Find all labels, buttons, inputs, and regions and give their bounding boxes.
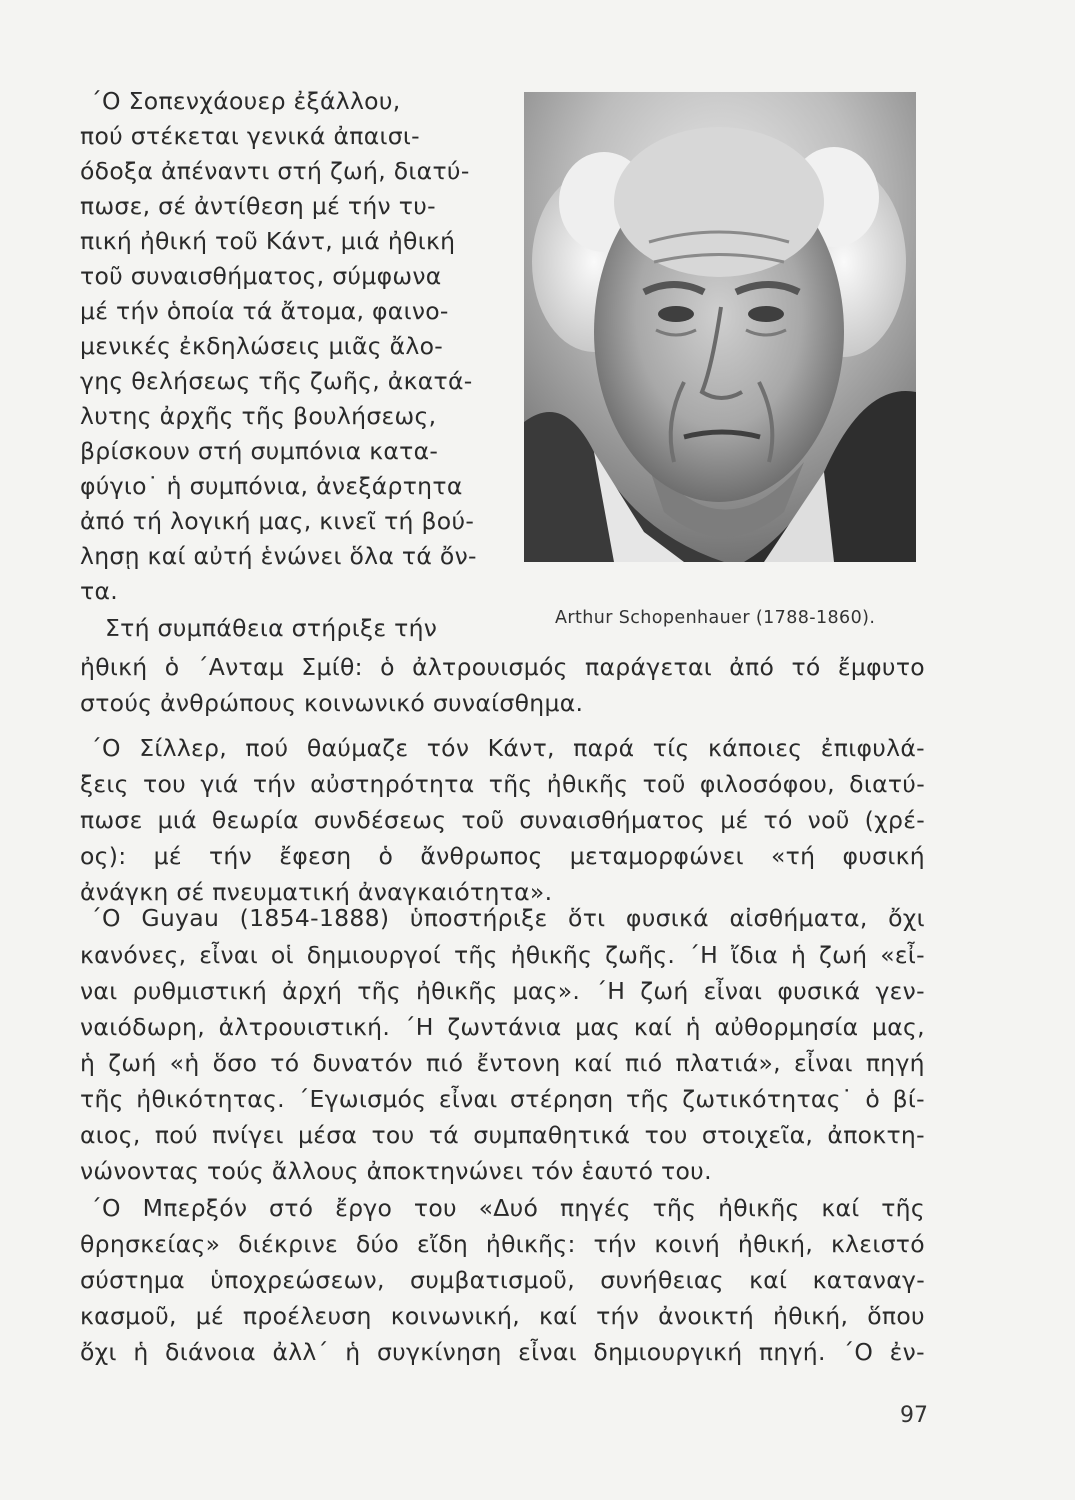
figure-caption: Arthur Schopenhauer (1788-1860).	[555, 608, 876, 628]
portrait-photo	[524, 92, 916, 562]
text-line: αιος, πού πνίγει μέσα του τά συμπαθητικά του στοιχεῖα, ἀποκτη-	[80, 1121, 925, 1149]
text-line: νώνοντας τούς ἄλλους ἀποκτηνώνει τόν ἑαυτό του.	[80, 1157, 712, 1185]
text-line: σύστημα ὑποχρεώσεων, συμβατισμοῦ, συνήθειας καί καταναγ-	[80, 1266, 925, 1294]
text-line: βρίσκουν στή συμπόνια κατα-	[80, 437, 439, 465]
text-line: κανόνες, εἶναι οἱ δημιουργοί τῆς ἠθικῆς ζωῆς. ΄Η ἴδια ἡ ζωή «εἶ-	[80, 941, 925, 969]
text-line: τοῦ συναισθήματος, σύμφωνα	[80, 262, 442, 290]
text-line: ος): μέ τήν ἔφεση ὁ ἄνθρωπος μεταμορφώνει «τή φυσική	[80, 842, 925, 870]
text-line: Στή συμπάθεια στήριξε τήν	[105, 614, 438, 642]
text-line: ξεις του γιά τήν αὐστηρότητα τῆς ἠθικῆς τοῦ φιλοσόφου, διατύ-	[80, 770, 925, 798]
text-line: γης θελήσεως τῆς ζωῆς, ἀκατά-	[80, 367, 473, 395]
text-line: μέ τήν ὁποία τά ἄτομα, φαινο-	[80, 297, 449, 325]
text-line: ἀπό τή λογική μας, κινεῖ τή βού-	[80, 507, 475, 535]
text-line: πού στέκεται γενικά ἀπαισι-	[80, 122, 420, 150]
text-line: ὄχι ἡ διάνοια ἀλλ΄ ἡ συγκίνηση εἶναι δημιουργική πηγή. ΄Ο ἐν-	[80, 1338, 925, 1366]
text-line: ναι ρυθμιστική ἀρχή τῆς ἠθικῆς μας». ΄Η ζωή εἶναι φυσικά γεν-	[80, 977, 925, 1005]
text-line: όδοξα ἀπέναντι στή ζωή, διατύ-	[80, 157, 470, 185]
text-line: στούς ἀνθρώπους κοινωνικό συναίσθημα.	[80, 689, 584, 717]
text-line: ΄Ο Σοπενχάουερ ἐξάλλου,	[90, 87, 401, 115]
text-line: κασμοῦ, μέ προέλευση κοινωνική, καί τήν ἀνοικτή ἠθική, ὅπου	[80, 1302, 925, 1330]
text-line: λυτης ἀρχῆς τῆς βουλήσεως,	[80, 402, 437, 430]
text-line: ναιόδωρη, ἀλτρουιστική. ΄Η ζωντάνια μας καί ἡ αὐθορμησία μας,	[80, 1013, 925, 1041]
text-line: ἠθική ὁ ΄Ανταμ Σμίθ: ὁ ἀλτρουισμός παράγεται ἀπό τό ἔμφυτο	[80, 653, 925, 681]
text-line: μενικές ἐκδηλώσεις μιᾶς ἄλο-	[80, 332, 444, 360]
text-line: ΄Ο Σίλλερ, πού θαύμαζε τόν Κάντ, παρά τίς κάποιες ἐπιφυλά-	[90, 734, 925, 762]
text-line: ἡ ζωή «ἡ ὅσο τό δυνατόν πιό ἔντονη καί πιό πλατιά», εἶναι πηγή	[80, 1049, 925, 1077]
text-line: ΄Ο Μπερξόν στό ἔργο του «Δυό πηγές τῆς ἠθικῆς καί τῆς	[90, 1194, 925, 1222]
text-line: ἀνάγκη σέ πνευματική ἀναγκαιότητα».	[80, 878, 553, 906]
text-line: θρησκείας» διέκρινε δύο εἴδη ἠθικῆς: τήν κοινή ἠθική, κλειστό	[80, 1230, 925, 1258]
text-line: φύγιο˙ ἡ συμπόνια, ἀνεξάρτητα	[80, 472, 463, 500]
text-line: πική ἠθική τοῦ Κάντ, μιά ἠθική	[80, 227, 456, 255]
text-line: λησῃ καί αὐτή ἑνώνει ὅλα τά ὄν-	[80, 542, 477, 570]
schopenhauer-portrait-image	[524, 92, 916, 562]
text-line: πωσε, σέ ἀντίθεση μέ τήν τυ-	[80, 192, 436, 220]
page-number: 97	[900, 1403, 928, 1428]
text-line: τα.	[80, 577, 119, 605]
text-line: ΄Ο Guyau (1854-1888) ὑποστήριξε ὅτι φυσικά αἰσθήματα, ὄχι	[90, 904, 925, 932]
text-line: τῆς ἠθικότητας. ΄Εγωισμός εἶναι στέρηση τῆς ζωτικότητας˙ ὁ βί-	[80, 1085, 925, 1113]
text-line: πωσε μιά θεωρία συνδέσεως τοῦ συναισθήματος μέ τό νοῦ (χρέ-	[80, 806, 925, 834]
